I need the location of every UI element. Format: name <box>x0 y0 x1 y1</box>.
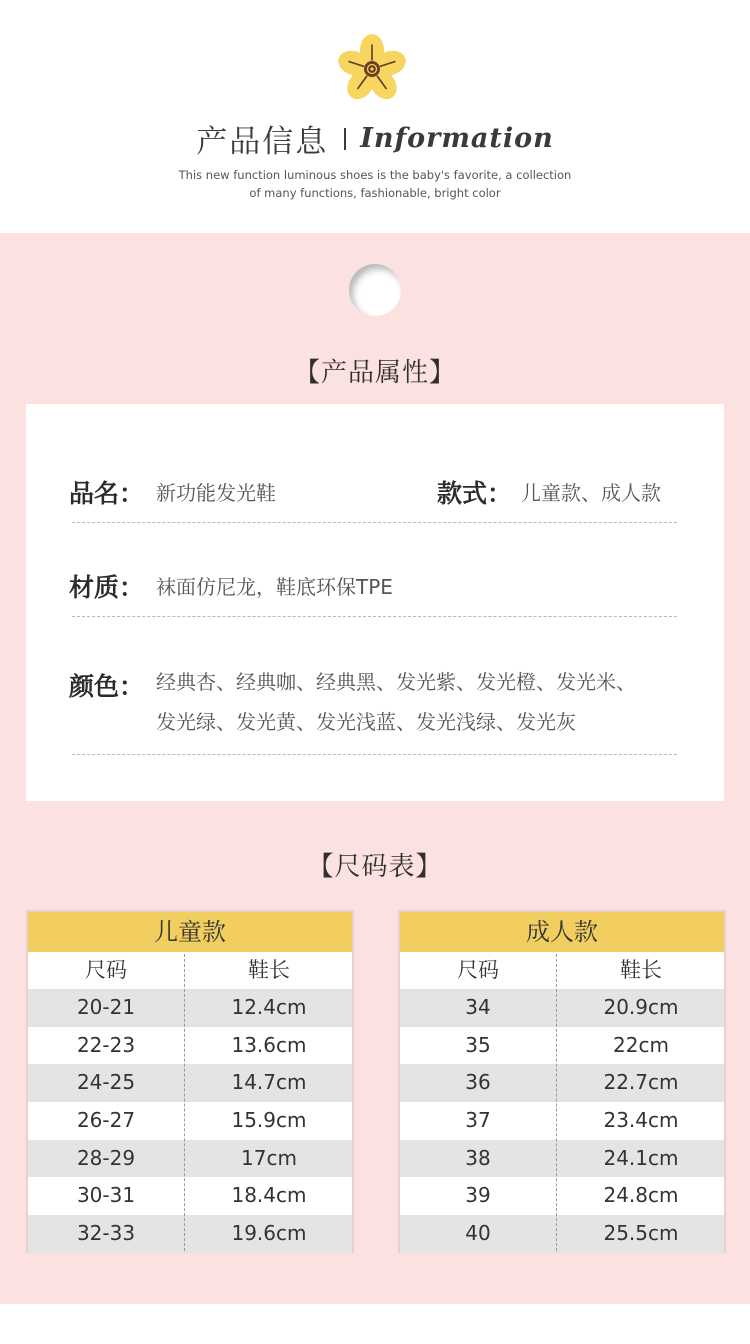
table-row <box>400 989 724 1027</box>
size-cell: 26-27 <box>76 1108 136 1133</box>
column-divider <box>184 954 185 1251</box>
color-values <box>156 662 636 742</box>
size-cell: 28-29 <box>76 1145 136 1170</box>
subtitle-line-1: This new function luminous shoes is the baby's favorite, a collection <box>178 168 572 182</box>
size-table-title: 儿童款 <box>28 912 352 952</box>
size-cell: 24-25 <box>76 1070 136 1095</box>
material-label: 材质： <box>69 573 145 602</box>
column-header-length: 鞋长 <box>620 958 662 982</box>
length-cell: 15.9cm <box>231 1108 307 1133</box>
flower-icon <box>336 34 408 104</box>
subtitle-line-2: of many functions, fashionable, bright color <box>249 186 501 200</box>
attr-row-material <box>69 568 677 617</box>
table-row <box>28 1215 352 1253</box>
length-cell: 24.8cm <box>603 1183 679 1208</box>
length-cell: 22cm <box>613 1032 669 1057</box>
size-table-adult <box>398 910 726 1253</box>
attributes-card <box>26 404 724 801</box>
style-label: 款式： <box>437 479 513 508</box>
size-cell: 38 <box>465 1145 491 1170</box>
length-cell: 25.5cm <box>603 1221 679 1246</box>
size-cell: 30-31 <box>76 1183 136 1208</box>
column-divider <box>556 954 557 1251</box>
table-row <box>28 989 352 1027</box>
bottom-strip <box>0 1304 750 1344</box>
length-cell: 17cm <box>241 1145 297 1170</box>
material-value: 袜面仿尼龙，鞋底环保TPE <box>156 575 393 599</box>
title-chinese: 产品信息 <box>196 124 329 160</box>
length-cell: 22.7cm <box>603 1070 679 1095</box>
name-label: 品名： <box>69 479 145 508</box>
length-cell: 12.4cm <box>231 995 307 1019</box>
table-row <box>400 1064 724 1102</box>
style-value: 儿童款、成人款 <box>521 481 661 505</box>
size-cell: 22-23 <box>76 1032 136 1057</box>
length-cell: 19.6cm <box>231 1221 307 1246</box>
header-section <box>0 0 750 233</box>
table-row <box>400 1027 724 1065</box>
size-cell: 39 <box>465 1183 491 1208</box>
table-row <box>400 1215 724 1253</box>
size-chart-section-title: 【尺码表】 <box>307 852 443 882</box>
length-cell: 18.4cm <box>231 1183 307 1208</box>
length-cell: 14.7cm <box>231 1070 307 1095</box>
table-row <box>400 1102 724 1140</box>
table-row <box>28 1177 352 1215</box>
size-cell: 36 <box>465 1070 491 1095</box>
attr-row-name-style <box>69 474 677 523</box>
title-divider <box>344 128 346 150</box>
attributes-section-title: 【产品属性】 <box>293 358 456 388</box>
table-row <box>28 1102 352 1140</box>
table-row <box>400 1177 724 1215</box>
column-header-length: 鞋长 <box>248 958 290 982</box>
column-header-size: 尺码 <box>85 958 127 982</box>
table-row <box>28 1064 352 1102</box>
size-cell: 32-33 <box>76 1221 136 1246</box>
length-cell: 23.4cm <box>603 1108 679 1133</box>
size-cell: 35 <box>465 1032 491 1057</box>
table-row <box>28 1140 352 1178</box>
size-table-header <box>28 952 352 989</box>
size-cell: 20-21 <box>76 995 136 1019</box>
size-table-title: 成人款 <box>400 912 724 952</box>
length-cell: 13.6cm <box>231 1032 307 1057</box>
table-row <box>28 1027 352 1065</box>
size-cell: 40 <box>465 1221 491 1246</box>
color-label: 颜色： <box>69 672 145 701</box>
size-cell: 34 <box>465 995 491 1019</box>
attr-row-color <box>69 662 677 755</box>
size-cell: 37 <box>465 1108 491 1133</box>
title-english: Information <box>360 123 554 154</box>
color-line-2: 发光绿、发光黄、发光浅蓝、发光浅绿、发光灰 <box>156 710 576 734</box>
color-line-1: 经典杏、经典咖、经典黑、发光紫、发光橙、发光米、 <box>156 670 636 694</box>
name-value: 新功能发光鞋 <box>156 481 276 505</box>
length-cell: 24.1cm <box>603 1145 679 1170</box>
size-table-children <box>26 910 354 1253</box>
page-title <box>0 116 750 161</box>
column-header-size: 尺码 <box>457 958 499 982</box>
hang-hole-icon <box>349 264 401 316</box>
table-row <box>400 1140 724 1178</box>
subtitle <box>0 166 750 202</box>
length-cell: 20.9cm <box>603 995 679 1019</box>
size-table-header <box>400 952 724 989</box>
